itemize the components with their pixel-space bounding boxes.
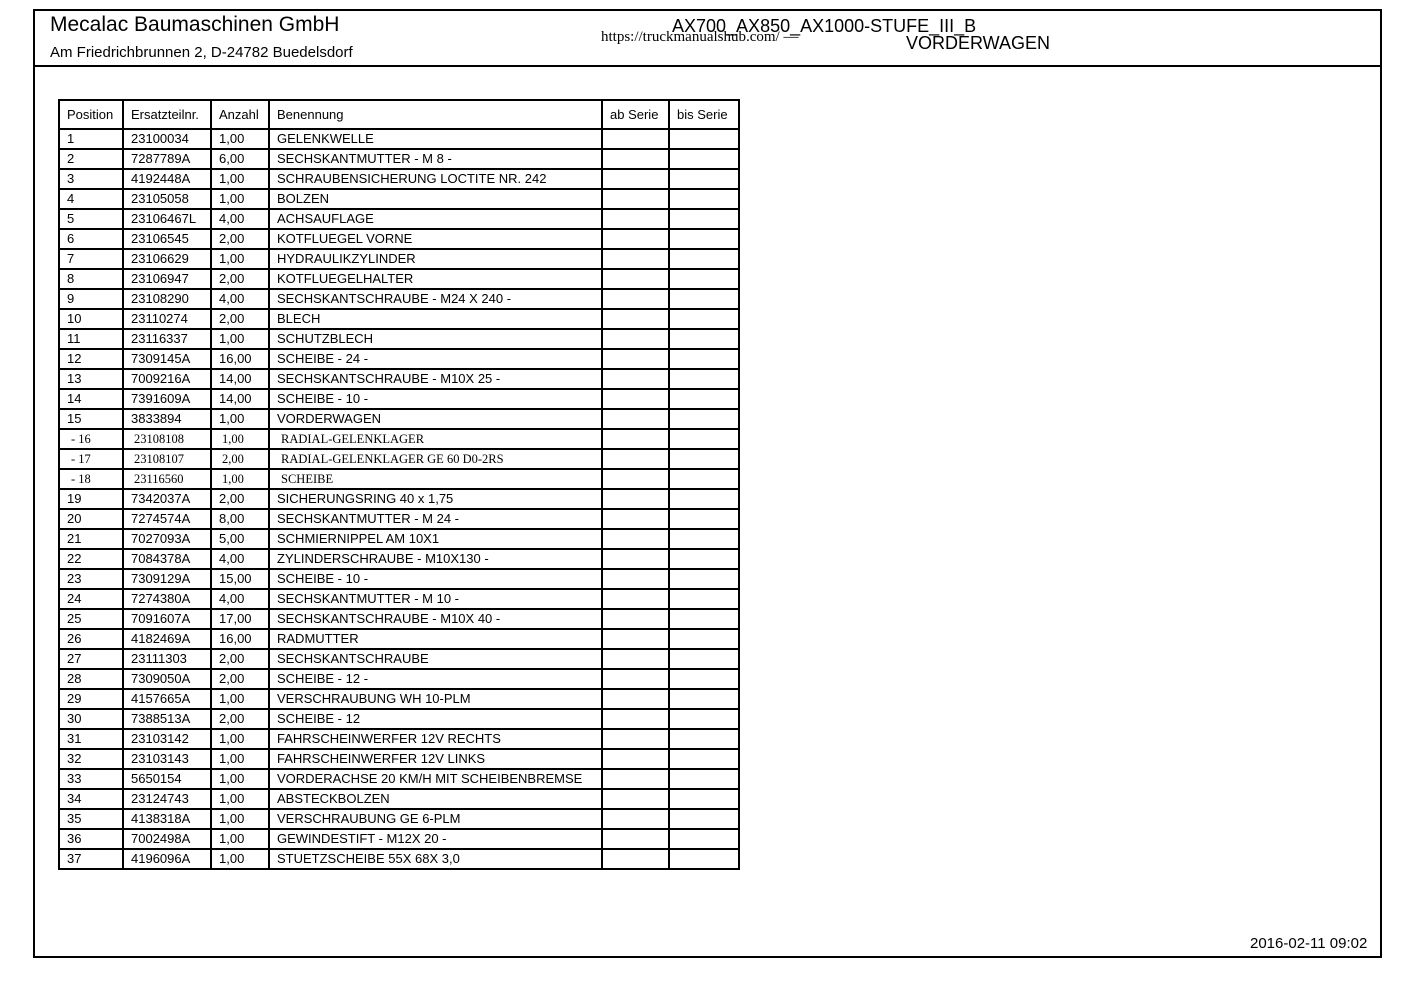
cell-designation: KOTFLUEGEL VORNE — [269, 229, 602, 249]
cell-designation: BOLZEN — [269, 189, 602, 209]
cell-position: 35 — [59, 809, 123, 829]
cell-designation: VORDERACHSE 20 KM/H MIT SCHEIBENBREMSE — [269, 769, 602, 789]
cell-from-serial — [602, 569, 669, 589]
cell-quantity: 1,00 — [211, 749, 269, 769]
cell-from-serial — [602, 589, 669, 609]
cell-quantity: 5,00 — [211, 529, 269, 549]
cell-from-serial — [602, 189, 669, 209]
cell-part-number: 3833894 — [123, 409, 211, 429]
cell-designation: SCHEIBE - 10 - — [269, 389, 602, 409]
cell-designation: RADIAL-GELENKLAGER — [269, 429, 602, 449]
cell-from-serial — [602, 229, 669, 249]
cell-to-serial — [669, 569, 739, 589]
table-row — [59, 329, 739, 349]
cell-position: 37 — [59, 849, 123, 869]
cell-quantity: 15,00 — [211, 569, 269, 589]
cell-quantity: 1,00 — [211, 769, 269, 789]
table-row — [59, 449, 739, 469]
cell-part-number: 23106545 — [123, 229, 211, 249]
cell-position: - 18 — [59, 469, 123, 489]
cell-designation: SECHSKANTSCHRAUBE - M24 X 240 - — [269, 289, 602, 309]
cell-designation: SECHSKANTSCHRAUBE — [269, 649, 602, 669]
cell-from-serial — [602, 169, 669, 189]
cell-to-serial — [669, 469, 739, 489]
cell-part-number: 23110274 — [123, 309, 211, 329]
cell-designation: SECHSKANTMUTTER - M 10 - — [269, 589, 602, 609]
cell-part-number: 23108108 — [123, 429, 211, 449]
cell-part-number: 23116560 — [123, 469, 211, 489]
cell-to-serial — [669, 249, 739, 269]
table-row — [59, 389, 739, 409]
cell-quantity: 1,00 — [211, 169, 269, 189]
table-row — [59, 229, 739, 249]
cell-position: 11 — [59, 329, 123, 349]
cell-to-serial — [669, 629, 739, 649]
cell-designation: VERSCHRAUBUNG GE 6-PLM — [269, 809, 602, 829]
cell-quantity: 1,00 — [211, 189, 269, 209]
cell-position: 8 — [59, 269, 123, 289]
cell-position: 25 — [59, 609, 123, 629]
table-row — [59, 509, 739, 529]
cell-designation: FAHRSCHEINWERFER 12V LINKS — [269, 749, 602, 769]
cell-part-number: 23108290 — [123, 289, 211, 309]
cell-to-serial — [669, 549, 739, 569]
cell-quantity: 1,00 — [211, 329, 269, 349]
cell-part-number: 23106947 — [123, 269, 211, 289]
cell-position: - 17 — [59, 449, 123, 469]
cell-from-serial — [602, 749, 669, 769]
cell-to-serial — [669, 349, 739, 369]
table-row — [59, 189, 739, 209]
cell-position: 34 — [59, 789, 123, 809]
table-row — [59, 469, 739, 489]
cell-from-serial — [602, 829, 669, 849]
cell-from-serial — [602, 729, 669, 749]
cell-designation: GEWINDESTIFT - M12X 20 - — [269, 829, 602, 849]
cell-quantity: 2,00 — [211, 669, 269, 689]
cell-quantity: 16,00 — [211, 629, 269, 649]
cell-designation: ABSTECKBOLZEN — [269, 789, 602, 809]
cell-part-number: 23103143 — [123, 749, 211, 769]
cell-position: 1 — [59, 129, 123, 149]
model-title: AX700_AX850_AX1000-STUFE_III_B — [672, 16, 977, 36]
cell-position: 23 — [59, 569, 123, 589]
table-row — [59, 649, 739, 669]
cell-from-serial — [602, 629, 669, 649]
cell-position: 36 — [59, 829, 123, 849]
cell-part-number: 7342037A — [123, 489, 211, 509]
cell-to-serial — [669, 309, 739, 329]
cell-position: 15 — [59, 409, 123, 429]
cell-to-serial — [669, 689, 739, 709]
cell-designation: SECHSKANTSCHRAUBE - M10X 25 - — [269, 369, 602, 389]
column-header-quantity: Anzahl — [211, 100, 269, 129]
cell-quantity: 14,00 — [211, 389, 269, 409]
column-header-part-number: Ersatzteilnr. — [123, 100, 211, 129]
cell-part-number: 7027093A — [123, 529, 211, 549]
cell-to-serial — [669, 329, 739, 349]
cell-quantity: 4,00 — [211, 209, 269, 229]
table-row — [59, 849, 739, 869]
table-row — [59, 269, 739, 289]
cell-position: 7 — [59, 249, 123, 269]
column-header-to-serial: bis Serie — [669, 100, 739, 129]
cell-quantity: 2,00 — [211, 489, 269, 509]
cell-to-serial — [669, 149, 739, 169]
cell-from-serial — [602, 129, 669, 149]
cell-designation: SCHEIBE - 12 - — [269, 669, 602, 689]
cell-designation: VERSCHRAUBUNG WH 10-PLM — [269, 689, 602, 709]
cell-to-serial — [669, 209, 739, 229]
cell-position: 30 — [59, 709, 123, 729]
table-row — [59, 169, 739, 189]
cell-quantity: 2,00 — [211, 229, 269, 249]
cell-part-number: 7391609A — [123, 389, 211, 409]
cell-from-serial — [602, 609, 669, 629]
cell-part-number: 7002498A — [123, 829, 211, 849]
cell-from-serial — [602, 409, 669, 429]
cell-position: 2 — [59, 149, 123, 169]
cell-part-number: 7274380A — [123, 589, 211, 609]
section-title: VORDERWAGEN — [906, 33, 1051, 53]
cell-from-serial — [602, 469, 669, 489]
cell-designation: BLECH — [269, 309, 602, 329]
table-row — [59, 289, 739, 309]
cell-position: 4 — [59, 189, 123, 209]
cell-quantity: 1,00 — [211, 429, 269, 449]
cell-position: 33 — [59, 769, 123, 789]
cell-designation: GELENKWELLE — [269, 129, 602, 149]
cell-to-serial — [669, 709, 739, 729]
company-address: Am Friedrichbrunnen 2, D-24782 Buedelsdorf — [50, 44, 353, 61]
cell-to-serial — [669, 529, 739, 549]
cell-designation: RADMUTTER — [269, 629, 602, 649]
cell-from-serial — [602, 649, 669, 669]
cell-part-number: 4192448A — [123, 169, 211, 189]
cell-from-serial — [602, 809, 669, 829]
cell-quantity: 2,00 — [211, 309, 269, 329]
cell-from-serial — [602, 529, 669, 549]
cell-position: 6 — [59, 229, 123, 249]
cell-to-serial — [669, 129, 739, 149]
cell-to-serial — [669, 429, 739, 449]
cell-to-serial — [669, 189, 739, 209]
cell-to-serial — [669, 489, 739, 509]
column-header-designation: Benennung — [269, 100, 602, 129]
cell-part-number: 4196096A — [123, 849, 211, 869]
cell-from-serial — [602, 489, 669, 509]
table-row — [59, 529, 739, 549]
cell-designation: ZYLINDERSCHRAUBE - M10X130 - — [269, 549, 602, 569]
cell-quantity: 1,00 — [211, 249, 269, 269]
table-row — [59, 209, 739, 229]
cell-position: 21 — [59, 529, 123, 549]
cell-position: 13 — [59, 369, 123, 389]
cell-from-serial — [602, 309, 669, 329]
cell-designation: RADIAL-GELENKLAGER GE 60 D0-2RS — [269, 449, 602, 469]
table-row — [59, 129, 739, 149]
cell-part-number: 7287789A — [123, 149, 211, 169]
cell-from-serial — [602, 389, 669, 409]
cell-position: 14 — [59, 389, 123, 409]
table-row — [59, 629, 739, 649]
cell-to-serial — [669, 669, 739, 689]
cell-designation: SCHEIBE - 24 - — [269, 349, 602, 369]
cell-part-number: 7388513A — [123, 709, 211, 729]
cell-designation: SCHUTZBLECH — [269, 329, 602, 349]
cell-quantity: 6,00 — [211, 149, 269, 169]
cell-to-serial — [669, 649, 739, 669]
cell-position: 19 — [59, 489, 123, 509]
cell-from-serial — [602, 209, 669, 229]
cell-designation: ACHSAUFLAGE — [269, 209, 602, 229]
cell-part-number: 23116337 — [123, 329, 211, 349]
cell-quantity: 1,00 — [211, 849, 269, 869]
cell-from-serial — [602, 289, 669, 309]
table-row — [59, 569, 739, 589]
table-row — [59, 809, 739, 829]
cell-part-number: 7091607A — [123, 609, 211, 629]
cell-position: 32 — [59, 749, 123, 769]
table-header-row — [59, 100, 739, 129]
cell-part-number: 7084378A — [123, 549, 211, 569]
cell-quantity: 4,00 — [211, 289, 269, 309]
cell-part-number: 23103142 — [123, 729, 211, 749]
cell-position: 28 — [59, 669, 123, 689]
cell-quantity: 1,00 — [211, 809, 269, 829]
cell-position: 22 — [59, 549, 123, 569]
cell-quantity: 16,00 — [211, 349, 269, 369]
cell-from-serial — [602, 329, 669, 349]
cell-quantity: 14,00 — [211, 369, 269, 389]
column-header-from-serial: ab Serie — [602, 100, 669, 129]
table-row — [59, 729, 739, 749]
cell-designation: SCHEIBE — [269, 469, 602, 489]
cell-to-serial — [669, 409, 739, 429]
table-row — [59, 549, 739, 569]
cell-position: 31 — [59, 729, 123, 749]
cell-from-serial — [602, 249, 669, 269]
cell-designation: SECHSKANTMUTTER - M 8 - — [269, 149, 602, 169]
cell-part-number: 5650154 — [123, 769, 211, 789]
cell-to-serial — [669, 609, 739, 629]
table-row — [59, 349, 739, 369]
cell-from-serial — [602, 849, 669, 869]
cell-from-serial — [602, 449, 669, 469]
cell-quantity: 4,00 — [211, 549, 269, 569]
cell-from-serial — [602, 509, 669, 529]
table-row — [59, 749, 739, 769]
cell-to-serial — [669, 389, 739, 409]
cell-part-number: 23108107 — [123, 449, 211, 469]
table-row — [59, 789, 739, 809]
cell-part-number: 23124743 — [123, 789, 211, 809]
cell-part-number: 23106629 — [123, 249, 211, 269]
table-row — [59, 709, 739, 729]
cell-quantity: 1,00 — [211, 469, 269, 489]
cell-designation: STUETZSCHEIBE 55X 68X 3,0 — [269, 849, 602, 869]
table-row — [59, 309, 739, 329]
cell-from-serial — [602, 689, 669, 709]
cell-to-serial — [669, 169, 739, 189]
table-row — [59, 829, 739, 849]
cell-position: 3 — [59, 169, 123, 189]
cell-designation: KOTFLUEGELHALTER — [269, 269, 602, 289]
table-row — [59, 689, 739, 709]
cell-to-serial — [669, 589, 739, 609]
cell-to-serial — [669, 749, 739, 769]
cell-from-serial — [602, 789, 669, 809]
cell-to-serial — [669, 849, 739, 869]
cell-to-serial — [669, 369, 739, 389]
cell-position: 10 — [59, 309, 123, 329]
cell-quantity: 1,00 — [211, 409, 269, 429]
cell-designation: SECHSKANTSCHRAUBE - M10X 40 - — [269, 609, 602, 629]
company-name: Mecalac Baumaschinen GmbH — [50, 13, 340, 36]
cell-to-serial — [669, 769, 739, 789]
watermark-url: https://truckmanualshub.com/ — — [601, 29, 799, 45]
cell-position: 27 — [59, 649, 123, 669]
cell-to-serial — [669, 729, 739, 749]
parts-table-body — [59, 129, 739, 869]
cell-from-serial — [602, 349, 669, 369]
cell-quantity: 8,00 — [211, 509, 269, 529]
table-row — [59, 609, 739, 629]
cell-to-serial — [669, 269, 739, 289]
cell-designation: SCHRAUBENSICHERUNG LOCTITE NR. 242 — [269, 169, 602, 189]
cell-from-serial — [602, 149, 669, 169]
table-row — [59, 429, 739, 449]
cell-position: 24 — [59, 589, 123, 609]
print-timestamp: 2016-02-11 09:02 — [1250, 935, 1368, 952]
cell-part-number: 4182469A — [123, 629, 211, 649]
cell-designation: FAHRSCHEINWERFER 12V RECHTS — [269, 729, 602, 749]
cell-designation: SCHEIBE - 10 - — [269, 569, 602, 589]
table-row — [59, 369, 739, 389]
cell-quantity: 1,00 — [211, 129, 269, 149]
cell-quantity: 2,00 — [211, 269, 269, 289]
table-row — [59, 669, 739, 689]
cell-designation: SCHEIBE - 12 — [269, 709, 602, 729]
header-divider — [33, 65, 1382, 67]
cell-from-serial — [602, 269, 669, 289]
cell-quantity: 2,00 — [211, 649, 269, 669]
cell-quantity: 1,00 — [211, 829, 269, 849]
cell-quantity: 1,00 — [211, 789, 269, 809]
cell-part-number: 7009216A — [123, 369, 211, 389]
cell-part-number: 23105058 — [123, 189, 211, 209]
table-row — [59, 409, 739, 429]
cell-position: 5 — [59, 209, 123, 229]
cell-position: 9 — [59, 289, 123, 309]
cell-to-serial — [669, 509, 739, 529]
table-row — [59, 249, 739, 269]
table-row — [59, 489, 739, 509]
cell-position: 29 — [59, 689, 123, 709]
cell-quantity: 17,00 — [211, 609, 269, 629]
cell-part-number: 4138318A — [123, 809, 211, 829]
cell-designation: HYDRAULIKZYLINDER — [269, 249, 602, 269]
cell-part-number: 23111303 — [123, 649, 211, 669]
cell-part-number: 4157665A — [123, 689, 211, 709]
cell-designation: SCHMIERNIPPEL AM 10X1 — [269, 529, 602, 549]
cell-quantity: 2,00 — [211, 449, 269, 469]
cell-to-serial — [669, 289, 739, 309]
cell-from-serial — [602, 669, 669, 689]
cell-to-serial — [669, 829, 739, 849]
cell-part-number: 23100034 — [123, 129, 211, 149]
cell-part-number: 23106467L — [123, 209, 211, 229]
cell-position: 26 — [59, 629, 123, 649]
cell-quantity: 4,00 — [211, 589, 269, 609]
cell-to-serial — [669, 809, 739, 829]
cell-designation: SECHSKANTMUTTER - M 24 - — [269, 509, 602, 529]
cell-part-number: 7309129A — [123, 569, 211, 589]
cell-part-number: 7309145A — [123, 349, 211, 369]
cell-quantity: 2,00 — [211, 709, 269, 729]
cell-designation: SICHERUNGSRING 40 x 1,75 — [269, 489, 602, 509]
cell-position: - 16 — [59, 429, 123, 449]
cell-position: 12 — [59, 349, 123, 369]
table-row — [59, 769, 739, 789]
table-row — [59, 589, 739, 609]
table-row — [59, 149, 739, 169]
column-header-position: Position — [59, 100, 123, 129]
cell-to-serial — [669, 229, 739, 249]
cell-from-serial — [602, 549, 669, 569]
cell-from-serial — [602, 709, 669, 729]
cell-position: 20 — [59, 509, 123, 529]
parts-table — [58, 99, 740, 870]
cell-from-serial — [602, 369, 669, 389]
cell-designation: VORDERWAGEN — [269, 409, 602, 429]
cell-quantity: 1,00 — [211, 689, 269, 709]
cell-from-serial — [602, 429, 669, 449]
cell-quantity: 1,00 — [211, 729, 269, 749]
cell-part-number: 7274574A — [123, 509, 211, 529]
cell-to-serial — [669, 449, 739, 469]
cell-part-number: 7309050A — [123, 669, 211, 689]
cell-from-serial — [602, 769, 669, 789]
cell-to-serial — [669, 789, 739, 809]
